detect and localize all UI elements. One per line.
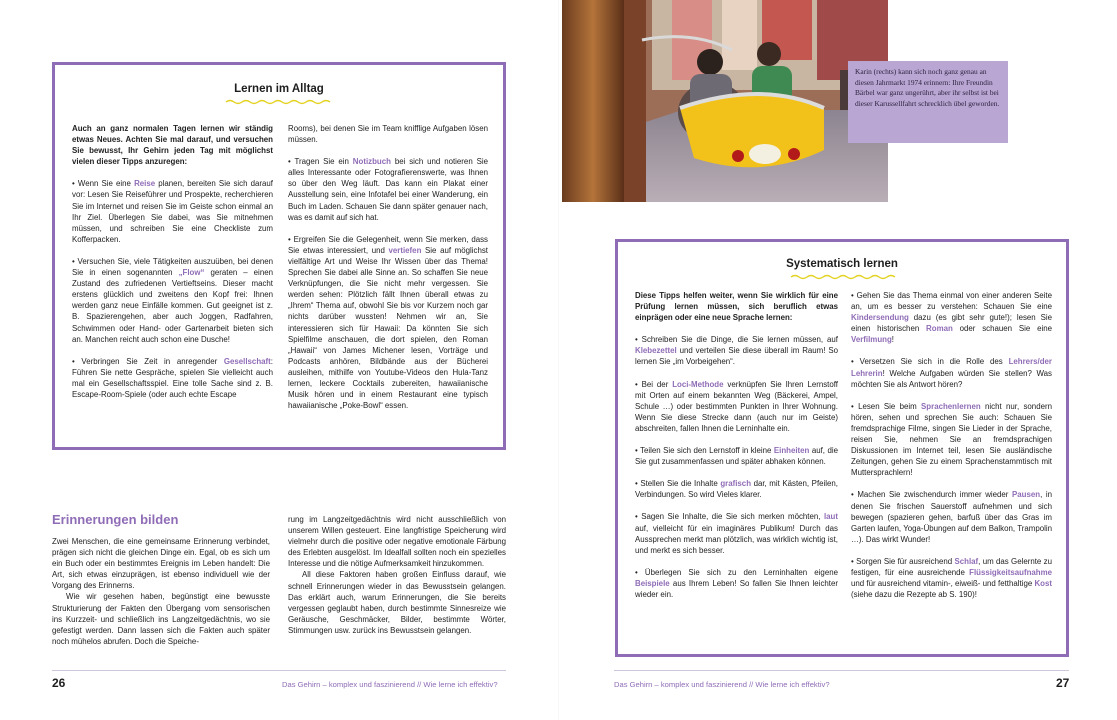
keyword-flow: „Flow“ bbox=[178, 268, 205, 278]
keyword-lehrer: Lehrers/der Lehrerin bbox=[851, 357, 1052, 378]
tip-text: planen, bereiten Sie sich darauf vor: Lesen Sie Reiseführer und Prospekte, recherchieren Sie im Internet und reisen Sie im Geiste schon einmal an Ihr Ziel. Überlegen Sie dabei, was Sie mitnehmen müssen, und schreiben Sie eine Checkliste zum Kofferpacken. bbox=[72, 179, 273, 244]
keyword-vertiefen: vertiefen bbox=[388, 245, 422, 255]
tip-text: : Führen Sie nette Gespräche, spielen Sie vielleicht auch mal ein Gesellschaftsspiel. Eine tolle Sache sind z. B. Escape-Room-Spiele (oder auch echte Escape bbox=[72, 356, 273, 399]
tip-klebezettel bbox=[635, 334, 838, 367]
page-number: 27 bbox=[1056, 676, 1070, 690]
right-page bbox=[559, 0, 1117, 720]
tip-lehrer bbox=[851, 356, 1052, 389]
tip-text: • Sagen Sie Inhalte, die Sie sich merken möchten, bbox=[635, 512, 824, 522]
keyword-klebezettel: Klebezettel bbox=[635, 346, 677, 356]
keyword-pausen: Pausen bbox=[1012, 490, 1041, 500]
tip-text: • Gehen Sie das Thema einmal von einer anderen Seite an, um es besser zu verstehen: Schauen Sie eine bbox=[851, 291, 1052, 312]
keyword-loci-methode: Loci-Methode bbox=[672, 379, 724, 389]
tip-text: verknüpfen Sie Ihren Lernstoff mit Orten auf einem bekannten Weg (Bäckerei, Ampel, Schule …) oder bestimmten Punkten in Ihrer Wohnung. Wenn Sie diese Strecke dann (auch nur im Geiste) abschreiten, fallen Ihnen die Lerninhalte ein. bbox=[635, 379, 838, 433]
tip-text: dazu (es gibt sehr gute!); lesen Sie einen historischen bbox=[851, 313, 1052, 334]
left-page bbox=[0, 0, 558, 720]
tip-text: , um das Gelernte zu festigen, für eine ausreichende bbox=[851, 556, 1052, 577]
tip-andere-seite bbox=[851, 290, 1052, 345]
tip-text: auf, vielleicht für ein imaginäres Publikum! Durch das Aussprechen merkt man plötzlich, was wirklich wichtig ist, und merkt es sich besser. bbox=[635, 523, 838, 555]
tip-text: oder schauen Sie eine bbox=[952, 324, 1053, 334]
body-column-2 bbox=[288, 514, 506, 636]
tip-text: ! Welche Aufgaben würden Sie stellen? Was möchten Sie als Antwort hören? bbox=[851, 368, 1052, 389]
body-paragraph: All diese Faktoren haben großen Einfluss darauf, wie schnell Erinnerungen wieder in das Bewusstsein gelangen. Das erklärt auch, warum Erinnerungen, die Sie bereits vergessen geglaubt haben, durch bestimmte Sinnesreize wie Geräusche, Geschmäcker, Bilder, bestimmte Wörter, Stimmungen usw. zurück ins Bewusstsein gelangen. bbox=[288, 570, 506, 635]
tip-text: (siehe dazu die Rezepte ab S. 190)! bbox=[851, 590, 977, 600]
tip-text: bei sich und notieren Sie alles Interessante oder Fotografierenswerte, was Ihnen so über den Weg läuft. Das kann ein Plakat einer Ausstellung sein, eine Infotafel bei einer Wanderung, ein Buch im Laden. Schauen Sie dann später genauer nach, was es damit auf sich hat. bbox=[288, 157, 489, 222]
tip-continuation: Rooms), bei denen Sie im Team knifflige Aufgaben lösen müssen. bbox=[288, 124, 488, 145]
tip-box-systematisch-lernen bbox=[615, 239, 1069, 657]
tip-text: • Bei der bbox=[635, 379, 673, 389]
keyword-reise: Reise bbox=[134, 179, 156, 189]
tip-reise bbox=[72, 178, 273, 245]
tip-gesellschaft bbox=[72, 356, 273, 400]
box-column-2 bbox=[851, 290, 1052, 611]
tip-box-lernen-im-alltag bbox=[52, 62, 506, 450]
tip-text: • Überlegen Sie sich zu den Lerninhalten eigene bbox=[635, 567, 838, 577]
box-intro: Auch an ganz normalen Tagen lernen wir ständig etwas Neues. Achten Sie mal darauf, und versuchen Sie bewusst, Ihr Gehirn jeden Tag mit möglichst vielen dieser Tipps anzuregen: bbox=[72, 124, 273, 167]
keyword-grafisch: grafisch bbox=[720, 479, 752, 489]
body-paragraph: rung im Langzeitgedächtnis wird nicht ausschließlich von unserem Willen gesteuert. Eine langfristige Speicherung wird vielmehr durch die positive oder negative emotionale Färbung des Erlebten ausgelöst. Im Idealfall sollten noch ein spezielles Interesse und die nötige Aufmerksamkeit hinzukommen. bbox=[288, 515, 506, 569]
tip-text: aus Ihrem Leben! So fallen Sie Ihnen leichter wieder ein. bbox=[635, 578, 838, 599]
page-number: 26 bbox=[52, 676, 66, 690]
keyword-roman: Roman bbox=[926, 324, 953, 334]
tip-laut bbox=[635, 511, 838, 555]
tip-pausen bbox=[851, 489, 1052, 544]
tip-text: Sie auf möglichst vielfältige Art und Weise Ihr Wissen über das Thema! Sprechen Sie dabei alle Sinne an. So schaffen Sie neue Verknüpfungen, die Sie nicht mehr vergessen. Sie werden sehen: Plötzlich fällt Ihnen überall etwas zu „Ihrem“ Thema auf, obwohl Sie bis vor Kurzem noch gar nichts darüber wussten! Nehmen wir an, Sie interessieren sich für Hawaii: Da könnten Sie sich Spielfilme anschauen, die dort spielen, den Roman „Hawaii“ von James Michener lesen, Vorträge und Podcasts anhören, Bildbände aus der Bücherei ausleihen, mithilfe von Youtube-Videos den Hula-Tanz lernen, leckere Cocktails zubereiten, hawaiianische Musik hören und in einem Restaurant eine typisch hawaiianische „Poke-Bowl“ essen. bbox=[288, 245, 489, 411]
tip-text: , in denen Sie frischen Sauerstoff aufnehmen und sich bewegen (spazieren gehen, barfuß über das Gras im Garten laufen, Yoga-Übungen auf dem Balkon, Trampolin …). Das wirkt Wunder! bbox=[851, 490, 1052, 544]
running-head: Das Gehirn – komplex und faszinierend // Wie lerne ich effektiv? bbox=[614, 680, 830, 689]
keyword-einheiten: Einheiten bbox=[773, 446, 810, 456]
keyword-verfilmung: Verfilmung bbox=[851, 335, 892, 345]
body-paragraph: Zwei Menschen, die eine gemeinsame Erinnerung verbindet, prägen sich nicht die gleichen Dinge ein. Egal, ob es sich um ein Buch oder ein bestimmtes Ereignis im Leben handelt: Die Art, sich etwas einzuprägen, ist ebenso individuell wie der Vorgang des Erinnerns. bbox=[52, 537, 270, 591]
tip-notizbuch bbox=[288, 156, 488, 223]
tip-text: und verteilen Sie diese überall im Raum! So lernen Sie „im Vorbeigehen“. bbox=[635, 346, 838, 367]
tip-text: • Verbringen Sie Zeit in anregender bbox=[72, 356, 224, 366]
box-intro: Diese Tipps helfen weiter, wenn Sie wirklich für eine Prüfung lernen müssen, sich beruflich etwas einprägen oder eine neue Sprache lernen: bbox=[635, 291, 838, 323]
tip-text: • Lesen Sie beim bbox=[851, 401, 922, 411]
box-column-2 bbox=[288, 123, 488, 422]
tip-text: geraten – einen Zustand des zufriedenen Vertieftseins. Dieser macht erstens glücklich und zweitens den Kopf frei: Ihnen werden ganz neue Einfälle kommen. Gut geeignet ist z. B. Spazierengehen, aber auch Joggen, Radfahren, Schwimmen oder Hand- oder Gartenarbeit bieten sich an. Manchen reicht auch schon eine Dusche! bbox=[72, 268, 273, 344]
photo-caption: Karin (rechts) kann sich noch ganz genau an diesen Jahrmarkt 1974 erinnern: Ihre Freundin Bärbel war ganz ungerührt, aber ihr selbst ist bei dieser Karussellfahrt schrecklich übel geworden. bbox=[848, 61, 1008, 143]
fairground-photo bbox=[562, 0, 888, 202]
tip-grafisch bbox=[635, 478, 838, 500]
keyword-gesellschaft: Gesellschaft bbox=[223, 356, 271, 366]
tip-text: • Versuchen Sie, viele Tätigkeiten auszuüben, bei denen Sie in einen sogenannten bbox=[72, 256, 273, 278]
tip-loci-methode bbox=[635, 379, 838, 434]
tip-text: nicht nur, sondern hören, sehen und sprechen Sie auch: Schauen Sie fremdsprachige Filme, singen Sie Lieder in der Sprache, reisen Sie, nehmen Sie an fremdsprachigen Diskussionen im Internet teil, lesen Sie ausländische Zeitungen, gehen Sie zu einem Sprachenstammtisch mit Muttersprachlern! bbox=[851, 401, 1052, 478]
squiggle-underline bbox=[225, 98, 335, 106]
fairground-photo-image bbox=[562, 0, 888, 202]
keyword-fluessigkeitsaufnahme: Flüssigkeitsaufnahme bbox=[969, 567, 1052, 577]
keyword-laut: laut bbox=[823, 512, 838, 522]
tip-text: auf, die Sie gut zusammenfassen und später abhaken können. bbox=[635, 446, 838, 467]
footer-rule bbox=[52, 670, 506, 671]
keyword-schlaf: Schlaf bbox=[954, 556, 979, 566]
keyword-beispiele: Beispiele bbox=[635, 578, 670, 588]
section-heading: Erinnerungen bilden bbox=[52, 512, 179, 527]
tip-schlaf bbox=[851, 556, 1052, 600]
tip-text: • Schreiben Sie die Dinge, die Sie lernen müssen, auf bbox=[635, 335, 838, 345]
keyword-sprachenlernen: Sprachenlernen bbox=[921, 401, 981, 411]
tip-beispiele bbox=[635, 567, 838, 600]
keyword-kost: Kost bbox=[1034, 579, 1052, 589]
tip-text: • Versetzen Sie sich in die Rolle des bbox=[851, 357, 1009, 367]
tip-text: dar, mit Kästen, Pfeilen, Verbindungen. So wird Vieles klarer. bbox=[635, 479, 838, 500]
footer-rule bbox=[614, 670, 1069, 671]
squiggle-underline bbox=[790, 273, 902, 281]
tip-text: • Tragen Sie ein bbox=[288, 157, 353, 167]
keyword-kindersendung: Kindersendung bbox=[851, 313, 909, 323]
tip-text: • Sorgen Sie für ausreichend bbox=[851, 556, 955, 566]
box-title: Lernen im Alltag bbox=[234, 83, 324, 95]
tip-sprachenlernen bbox=[851, 401, 1052, 479]
box-title: Systematisch lernen bbox=[786, 258, 898, 270]
tip-text: • Wenn Sie eine bbox=[72, 179, 135, 189]
body-column-1 bbox=[52, 536, 270, 647]
box-column-1 bbox=[635, 290, 838, 611]
tip-text: • Teilen Sie sich den Lernstoff in kleine bbox=[635, 446, 774, 456]
tip-text: • Stellen Sie die Inhalte bbox=[635, 479, 721, 489]
tip-einheiten bbox=[635, 445, 838, 467]
tip-text: • Ergreifen Sie die Gelegenheit, wenn Sie merken, dass Sie etwas interessiert, und bbox=[288, 234, 488, 255]
tip-text: • Machen Sie zwischendurch immer wieder bbox=[851, 490, 1013, 500]
body-paragraph: Wie wir gesehen haben, begünstigt eine bewusste Strukturierung der Fakten den Übergang vom sensorischen ins Kurzzeit- und schließlich ins Langzeitgedächtnis, wo sie gefestigt werden. Dann lassen sich die Fakten auch später noch mühelos abrufen. Doch die Speiche- bbox=[52, 592, 270, 646]
tip-flow bbox=[72, 256, 273, 345]
tip-text: ! bbox=[891, 335, 894, 345]
running-head: Das Gehirn – komplex und faszinierend // Wie lerne ich effektiv? bbox=[282, 680, 498, 689]
tip-vertiefen bbox=[288, 234, 488, 412]
keyword-notizbuch: Notizbuch bbox=[352, 157, 391, 167]
tip-text: und für ausreichend vitamin-, eiweiß- und fetthaltige bbox=[851, 579, 1035, 589]
box-column-1 bbox=[72, 123, 273, 411]
